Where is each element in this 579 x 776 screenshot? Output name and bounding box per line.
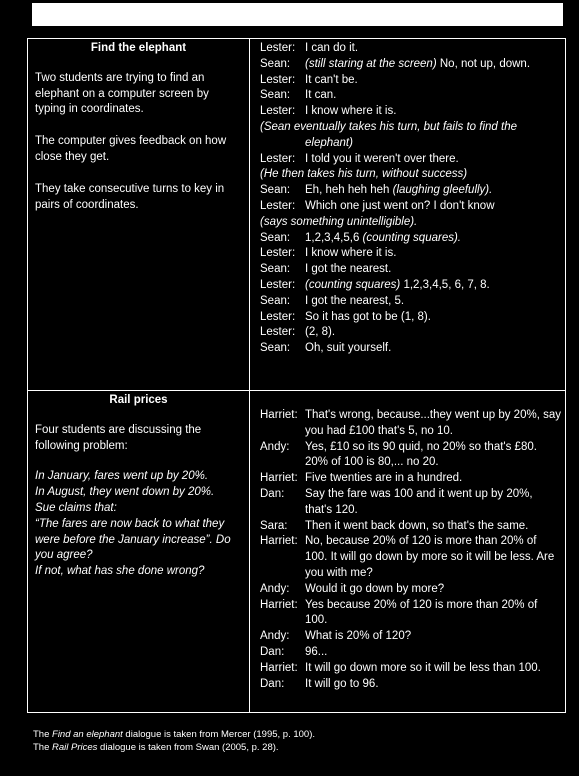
utterance-text: I got the nearest. [305, 263, 392, 276]
dialogue-line [260, 341, 561, 357]
utterance [305, 73, 561, 89]
table-row [28, 39, 566, 391]
dialogue-line [260, 677, 561, 693]
utterance-text: Oh, suit yourself. [305, 342, 392, 355]
utterance-text: What is 20% of 120? [305, 630, 412, 643]
stage-direction: (laughing gleefully). [392, 184, 493, 197]
stage-direction [260, 120, 561, 152]
speaker-name: Lester: [260, 73, 296, 86]
dialogue-line [260, 231, 561, 247]
utterance-text: Five twenties are in a hundred. [305, 472, 463, 485]
intro-paragraph: Four students are discussing the following problem: [35, 423, 202, 452]
speaker-name: Lester: [260, 152, 296, 165]
speaker-name: Lester: [260, 310, 296, 323]
description-paragraphs [35, 71, 242, 214]
speaker-name: Harriet: [260, 598, 298, 611]
utterance-text: It can't be. [305, 73, 358, 86]
utterance-text: 1,2,3,4,5, 6, 7, 8. [400, 278, 490, 291]
speaker-name: Sean: [260, 342, 291, 355]
utterance [305, 88, 561, 104]
stage-direction: (counting squares). [362, 231, 461, 244]
utterance [305, 41, 561, 57]
dialogue-line [260, 519, 561, 535]
speaker-name: Harriet: [260, 535, 298, 548]
speaker-name: Harriet: [260, 661, 298, 674]
stage-direction-text: (He then takes his turn, without success) [260, 168, 468, 181]
utterance-text: No, because 20% of 120 is more than 20% of 100. It will go down by more so it will be less. Are you with me? [305, 535, 555, 579]
utterance [305, 582, 561, 598]
utterance-text: 1,2,3,4,5,6 [305, 231, 363, 244]
speaker-name: Sara: [260, 519, 288, 532]
utterance [305, 408, 561, 440]
dialogue-line [260, 645, 561, 661]
speaker-name: Dan: [260, 645, 285, 658]
utterance [305, 246, 561, 262]
utterance [305, 183, 561, 199]
description-paragraph: Two students are trying to find an elephant on a computer screen by typing in coordinates. [35, 71, 209, 116]
dialogue-line [260, 598, 561, 630]
utterance-text: Then it went back down, so that's the same. [305, 519, 529, 532]
speaker-name: Lester: [260, 247, 296, 260]
dialogue-line [260, 278, 561, 294]
utterance [305, 661, 561, 677]
footnote: The Rail Prices dialogue is taken from Swan (2005, p. 28). [33, 742, 279, 753]
dialogue-line [260, 534, 561, 581]
stage-direction: (still staring at the screen) [305, 57, 437, 70]
speaker-name: Andy: [260, 440, 290, 453]
footnote: The Find an elephant dialogue is taken from Mercer (1995, p. 100). [33, 729, 316, 740]
utterance-text: I know where it is. [305, 247, 397, 260]
stage-direction-text: (Sean eventually takes his turn, but fails to find the [260, 120, 517, 133]
utterance-text: Eh, heh heh heh [305, 184, 393, 197]
table-row [28, 391, 566, 713]
dialogue-cell [250, 391, 566, 713]
utterance [305, 199, 561, 215]
problem-line: Sue claims that: [35, 501, 117, 514]
speaker-name: Lester: [260, 105, 296, 118]
section-description [28, 391, 250, 713]
utterance-text: Say the fare was 100 and it went up by 20%, that's 120. [305, 487, 533, 516]
footnotes [33, 728, 315, 754]
speaker-name: Andy: [260, 582, 290, 595]
utterance [305, 677, 561, 693]
utterance-text: It can. [305, 89, 337, 102]
dialogue-line [260, 582, 561, 598]
dialogue-line [260, 152, 561, 168]
dialogue-line [260, 487, 561, 519]
stage-direction-text: elephant) [305, 136, 353, 149]
utterance [305, 487, 561, 519]
dialogue-line [260, 246, 561, 262]
problem-line: “The fares are now back to what they were before the January increase”. Do you agree? [35, 517, 231, 562]
speaker-name: Sean: [260, 294, 291, 307]
dialogue-cell [250, 39, 566, 391]
dialogue-line [260, 661, 561, 677]
utterance [305, 310, 561, 326]
stage-direction: (counting squares) [305, 278, 401, 291]
speaker-name: Harriet: [260, 472, 298, 485]
speaker-name: Lester: [260, 199, 296, 212]
problem-line: In August, they went down by 20%. [35, 486, 215, 499]
speaker-name: Sean: [260, 231, 291, 244]
utterance-text: That's wrong, because...they went up by 20%, say you had £100 that's 5, no 10. [305, 409, 561, 437]
speaker-name: Lester: [260, 326, 296, 339]
utterance [305, 294, 561, 310]
utterance-text: (2, 8). [305, 326, 336, 339]
speaker-name: Sean: [260, 57, 291, 70]
utterance [305, 341, 561, 357]
utterance-text: 96... [305, 645, 328, 658]
dialogue-line [260, 88, 561, 104]
dialogue-line [260, 183, 561, 199]
utterance [305, 519, 561, 535]
dialogue-table [27, 38, 566, 713]
problem-statement [35, 469, 242, 580]
speaker-name: Harriet: [260, 409, 298, 421]
dialogue-line [260, 73, 561, 89]
speaker-name: Dan: [260, 677, 285, 690]
speaker-name: Andy: [260, 630, 290, 643]
utterance [305, 325, 561, 341]
description-paragraph: The computer gives feedback on how close they get. [35, 135, 227, 163]
utterance-text: No, not up, down. [436, 57, 531, 70]
dialogue-line [260, 199, 561, 215]
section-title: Find the elephant [90, 42, 187, 54]
utterance-text: I told you it weren't over there. [305, 152, 459, 165]
dialogue-line [260, 408, 561, 440]
utterance [305, 629, 561, 645]
dialogue [260, 408, 561, 692]
speaker-name: Sean: [260, 263, 291, 276]
utterance [305, 645, 561, 661]
dialogue-line [260, 294, 561, 310]
utterance [305, 57, 561, 73]
problem-line: In January, fares went up by 20%. [35, 470, 209, 483]
stage-direction [260, 215, 561, 231]
utterance [305, 534, 561, 581]
utterance [305, 262, 561, 278]
utterance-text: Yes, £10 so its 90 quid, no 20% so that's £80. 20% of 100 is 80,... no 20. [305, 440, 537, 469]
speaker-name: Sean: [260, 89, 291, 102]
dialogue-line [260, 440, 561, 472]
header-bar [32, 3, 563, 26]
dialogue [260, 41, 561, 357]
section-description [28, 39, 250, 391]
utterance-text: Would it go down by more? [305, 582, 445, 595]
dialogue-line [260, 325, 561, 341]
dialogue-line [260, 104, 561, 120]
utterance-text: I got the nearest, 5. [305, 294, 405, 307]
utterance-text: I can do it. [305, 42, 359, 54]
section-title: Rail prices [109, 394, 168, 406]
problem-line: If not, what has she done wrong? [35, 565, 205, 578]
stage-direction-text: (says something unintelligible). [260, 215, 418, 228]
speaker-name: Dan: [260, 487, 285, 500]
dialogue-line [260, 262, 561, 278]
utterance [305, 278, 561, 294]
utterance [305, 598, 561, 630]
utterance [305, 440, 561, 472]
utterance [305, 471, 561, 487]
utterance-text: So it has got to be (1, 8). [305, 310, 431, 323]
speaker-name: Lester: [260, 278, 296, 291]
dialogue-line [260, 629, 561, 645]
utterance-text: Yes because 20% of 120 is more than 20% of 100. [305, 598, 538, 627]
description-paragraph: They take consecutive turns to key in pairs of coordinates. [35, 182, 225, 211]
dialogue-line [260, 310, 561, 326]
speaker-name: Sean: [260, 184, 291, 197]
utterance [305, 104, 561, 120]
dialogue-line [260, 41, 561, 57]
utterance-text: Which one just went on? I don't know [305, 199, 495, 212]
utterance-text: I know where it is. [305, 105, 397, 118]
utterance-text: It will go down more so it will be less than 100. [305, 661, 541, 674]
speaker-name: Lester: [260, 42, 296, 54]
stage-direction [260, 167, 561, 183]
dialogue-line [260, 471, 561, 487]
utterance-text: It will go to 96. [305, 677, 379, 690]
dialogue-line [260, 57, 561, 73]
utterance [305, 231, 561, 247]
utterance [305, 152, 561, 168]
